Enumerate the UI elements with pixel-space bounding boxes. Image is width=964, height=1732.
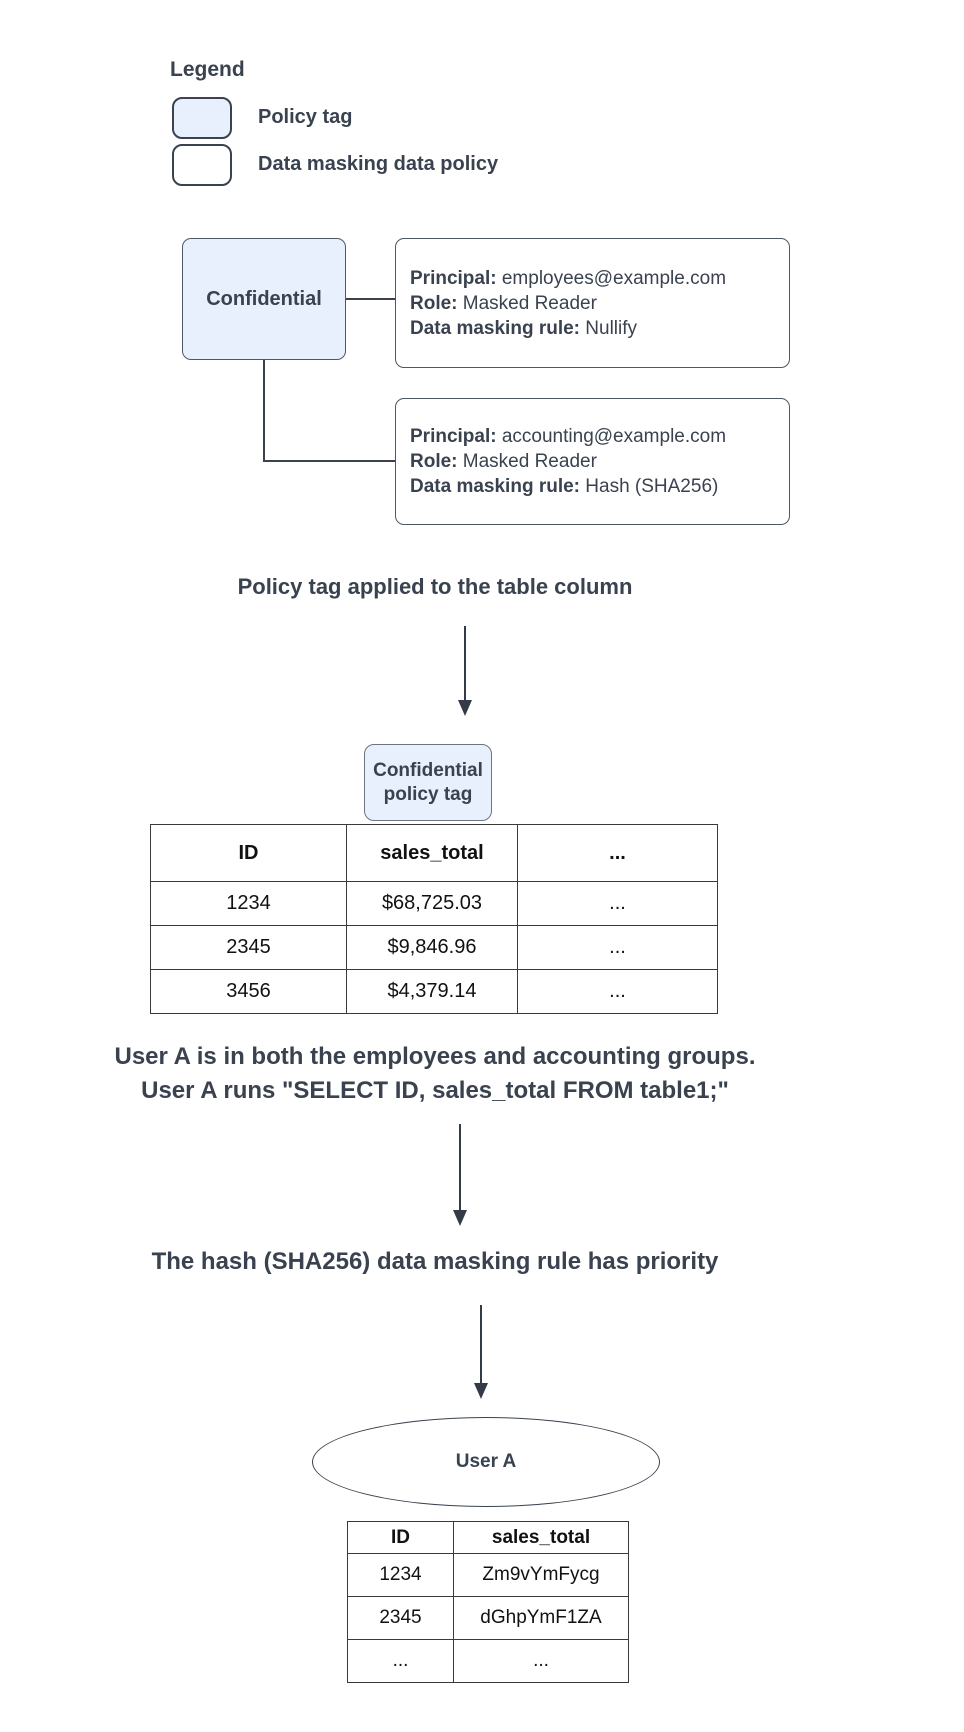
column-header-id: ID [151, 825, 347, 882]
confidential-policy-tag-badge [364, 744, 492, 821]
rule-value: Hash (SHA256) [585, 476, 719, 497]
policy-rule-row [410, 474, 789, 499]
heading-user-query [0, 1040, 870, 1108]
user-a-node [312, 1417, 660, 1507]
data-policy-node-employees [395, 238, 790, 368]
source-table [150, 824, 718, 1014]
policy-principal-row [410, 424, 789, 449]
cell-sales-total: $9,846.96 [347, 926, 518, 970]
rule-value: Nullify [585, 317, 638, 339]
cell-sales-total: $68,725.03 [347, 882, 518, 926]
result-table-header-row [348, 1522, 629, 1554]
column-header-sales-total: sales_total [454, 1522, 629, 1554]
role-label: Role: [410, 292, 458, 314]
connector-to-policy-1 [346, 298, 395, 300]
cell-hashed-value: dGhpYmF1ZA [454, 1597, 629, 1640]
user-a-label: User A [455, 1451, 517, 1472]
policy-principal-row [410, 266, 789, 291]
arrow-down-connector [459, 1124, 461, 1210]
heading-user-query-line1: User A is in both the employees and accounting groups. [114, 1043, 756, 1070]
principal-label: Principal: [410, 426, 497, 447]
principal-value: accounting@example.com [501, 426, 727, 447]
heading-hash-priority: The hash (SHA256) data masking rule has priority [151, 1248, 719, 1275]
arrow-down-connector [464, 626, 466, 700]
column-header-sales-total: sales_total [347, 825, 518, 882]
arrow-down-head [453, 1210, 467, 1226]
arrow-down-connector [480, 1305, 482, 1383]
rule-label: Data masking rule: [410, 476, 580, 497]
principal-label: Principal: [410, 267, 497, 289]
table-row [348, 1554, 629, 1597]
source-table-header-row [151, 825, 718, 882]
legend-label-policy-tag: Policy tag [258, 106, 353, 128]
cell-id: 3456 [151, 970, 347, 1014]
table-row [348, 1640, 629, 1683]
cell-sales-total: $4,379.14 [347, 970, 518, 1014]
policy-role-row [410, 291, 789, 316]
column-header-ellipsis: ... [518, 825, 718, 882]
data-policy-node-accounting [395, 398, 790, 525]
role-value: Masked Reader [462, 292, 597, 314]
cell-id: 2345 [348, 1597, 454, 1640]
arrow-down-head [458, 700, 472, 716]
cell-ellipsis: ... [518, 882, 718, 926]
cell-hashed-value: Zm9vYmFycg [454, 1554, 629, 1597]
policy-role-row [410, 449, 789, 474]
policy-tag-swatch [172, 97, 232, 139]
data-masking-policy-swatch [172, 144, 232, 186]
connector-to-policy-2 [263, 460, 396, 462]
table-row [151, 970, 718, 1014]
legend-label-data-policy: Data masking data policy [258, 153, 499, 175]
table-row [151, 926, 718, 970]
masked-result-table [347, 1521, 629, 1683]
badge-line2: policy tag [383, 783, 473, 805]
role-value: Masked Reader [462, 451, 597, 472]
cell-id: 1234 [151, 882, 347, 926]
table-row [151, 882, 718, 926]
policy-rule-row [410, 316, 789, 341]
cell-id: 2345 [151, 926, 347, 970]
arrow-down-head [474, 1383, 488, 1399]
cell-id: 1234 [348, 1554, 454, 1597]
cell-ellipsis: ... [518, 970, 718, 1014]
cell-id: ... [348, 1640, 454, 1683]
cell-ellipsis: ... [518, 926, 718, 970]
badge-line1: Confidential [373, 759, 483, 781]
cell-hashed-value: ... [454, 1640, 629, 1683]
confidential-label: Confidential [206, 287, 322, 310]
column-header-id: ID [348, 1522, 454, 1554]
role-label: Role: [410, 451, 458, 472]
confidential-policy-tag-node [182, 238, 346, 360]
rule-label: Data masking rule: [410, 317, 580, 339]
legend-title: Legend [170, 58, 245, 81]
heading-policy-tag-applied: Policy tag applied to the table column [237, 574, 633, 599]
heading-user-query-line2: User A runs "SELECT ID, sales_total FROM table1;" [141, 1077, 729, 1104]
connector-vertical [263, 360, 265, 461]
principal-value: employees@example.com [501, 267, 727, 289]
table-row [348, 1597, 629, 1640]
